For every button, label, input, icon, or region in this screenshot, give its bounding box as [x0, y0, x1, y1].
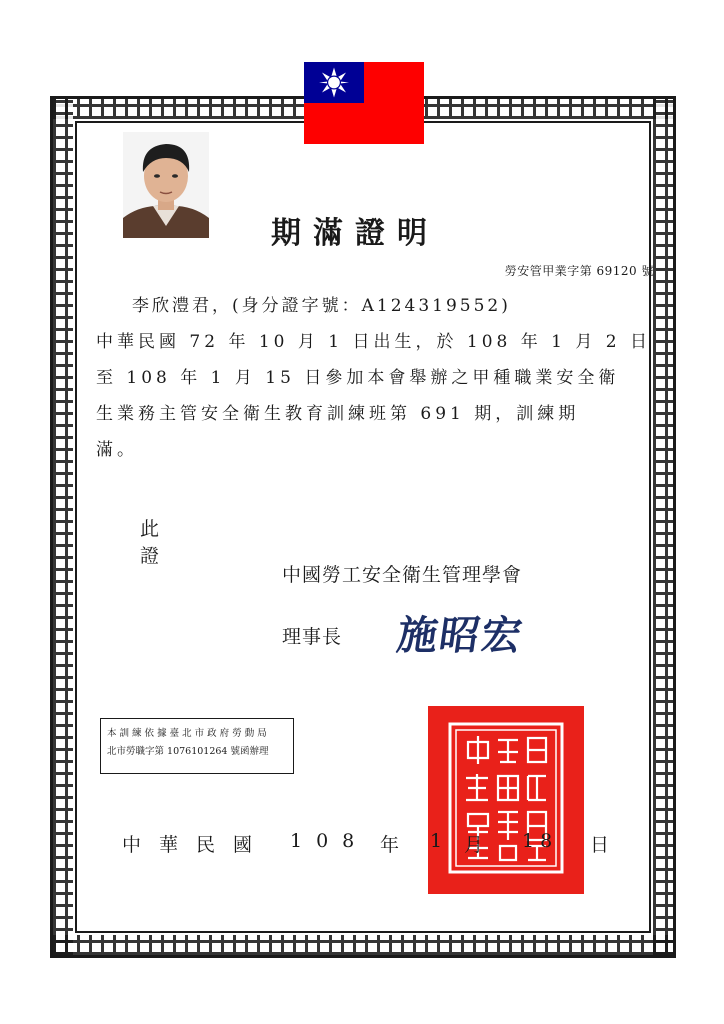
roc-flag-icon: [304, 62, 424, 144]
official-seal: [428, 706, 584, 894]
attest-left: 此: [140, 518, 160, 540]
issuing-organization: 中國勞工安全衛生管理學會: [282, 564, 523, 586]
border-pattern-right: [653, 99, 673, 955]
date-day: 18: [522, 830, 559, 852]
body-line: 生業務主管安全衛生教育訓練班第 691 期，訓練期: [96, 404, 580, 424]
body-line: 滿。: [96, 440, 138, 460]
certificate-number: 勞安管甲業字第 69120 號: [504, 264, 654, 278]
date-day-unit: 日: [590, 834, 610, 856]
date-era: 中華民國: [122, 834, 271, 856]
attest-right: 證: [140, 545, 160, 567]
body-line: 中華民國 72 年 10 月 1 日出生，於 108 年 1 月 2 日: [96, 332, 652, 352]
date-month: 1: [430, 830, 443, 852]
border-pattern-left: [53, 99, 73, 955]
date-year-unit: 年: [380, 834, 400, 856]
training-notice-box: [100, 718, 294, 774]
certificate-title: 期滿證明: [271, 216, 439, 251]
date-month-unit: 月: [464, 834, 484, 856]
chairman-title: 理事長: [282, 626, 343, 648]
border-pattern-bottom: [53, 935, 673, 955]
chairman-signature: 施昭宏: [394, 612, 527, 659]
seal-pattern: [428, 706, 584, 894]
notice-line: 本 訓 練 依 據 臺 北 市 政 府 勞 動 局: [107, 728, 267, 739]
body-line: 至 108 年 1 月 15 日參加本會舉辦之甲種職業安全衛: [96, 368, 620, 388]
body-line: 李欣澧君，(身分證字號：A124319552): [132, 296, 511, 316]
notice-line: 北市勞職字第 1076101264 號函辦理: [107, 746, 269, 757]
date-year: 108: [290, 830, 369, 852]
portrait-photo: [123, 132, 209, 238]
